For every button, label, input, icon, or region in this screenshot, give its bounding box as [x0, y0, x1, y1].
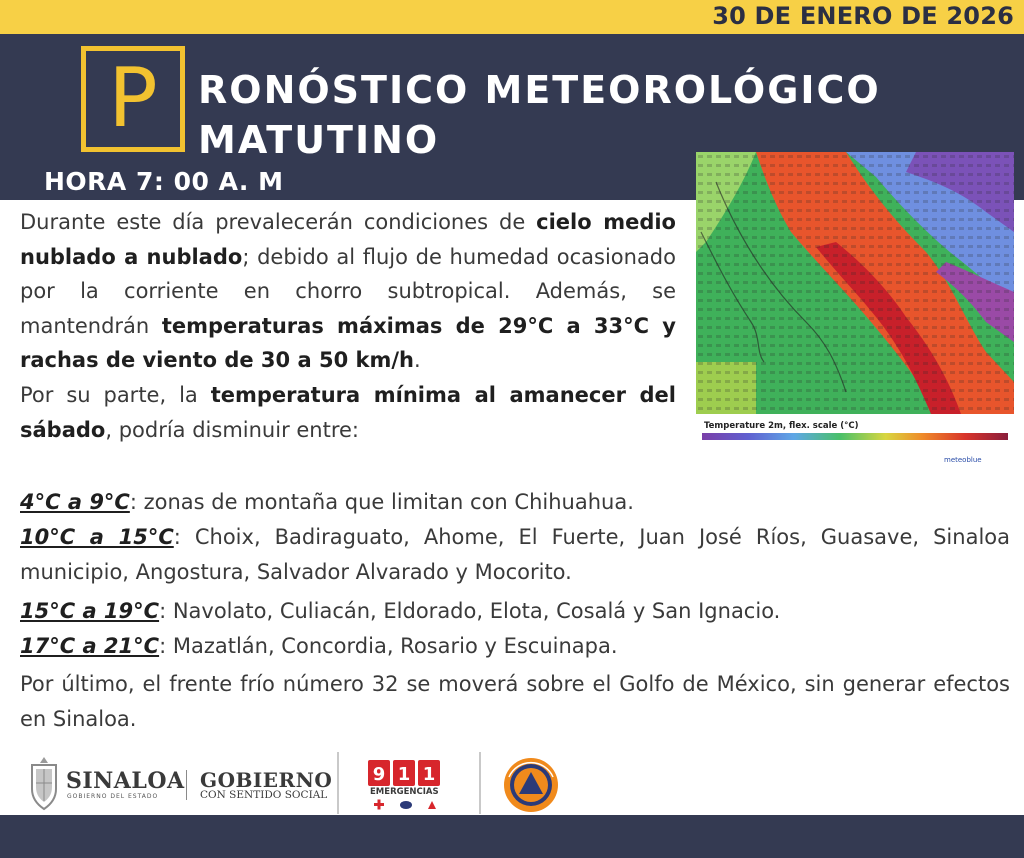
sinaloa-coat-of-arms-icon — [24, 755, 64, 811]
footer-divider-1 — [337, 752, 339, 814]
page-title-line1: RONÓSTICO METEOROLÓGICO — [198, 68, 881, 112]
map-brand: meteoblue — [944, 456, 982, 464]
p2-text-2: , podría disminuir entre: — [105, 417, 360, 442]
forecast-paragraph-2 — [20, 378, 676, 447]
e911-service-icons — [370, 799, 440, 811]
map-legend-title: Temperature 2m, flex. scale (°C) — [704, 421, 859, 431]
date-bar — [0, 0, 1024, 34]
e911-digit-2: 1 — [397, 764, 411, 785]
bulletin-hour: HORA 7: 00 A. M — [44, 167, 284, 196]
range-label: 4°C a 9°C — [20, 490, 130, 514]
p1-bold-2: temperaturas máximas de 29°C a 33°C y rachas de viento de 30 a 50 km/h — [20, 313, 676, 373]
forecast-body — [20, 205, 676, 447]
range-item-4 — [20, 629, 1010, 664]
gobierno-logo-subtext: CON SENTIDO SOCIAL — [200, 789, 328, 801]
p2-bold-1: temperatura mínima al amanecer del sábado — [20, 382, 676, 442]
closing-paragraph: Por último, el frente frío número 32 se moverá sobre el Golfo de México, sin generar efectos en Sinaloa. — [20, 672, 1010, 731]
p1-text-3: . — [413, 348, 421, 373]
range-label: 15°C a 19°C — [20, 599, 160, 623]
e911-subtext: EMERGENCIAS — [370, 787, 439, 797]
drop-cap-box — [81, 46, 185, 152]
range-item-2 — [20, 520, 1010, 589]
map-image — [696, 152, 1014, 466]
bulletin-date: 30 DE ENERO DE 2026 — [712, 2, 1014, 30]
e911-digit-3: 1 — [422, 764, 436, 785]
range-label: 10°C a 15°C — [20, 525, 174, 549]
range-item-3 — [20, 594, 1010, 629]
e911-digit-1: 9 — [372, 764, 386, 785]
range-item-1 — [20, 485, 1010, 520]
page-title-line2: MATUTINO — [198, 118, 440, 162]
gobierno-logo-text: GOBIERNO — [200, 768, 333, 792]
sinaloa-logo-text: SINALOA — [66, 768, 185, 794]
range-text: : Choix, Badiraguato, Ahome, El Fuerte, Juan José Ríos, Guasave, Sinaloa municipio, Angostura, Salvador Alvarado y Mocorito. — [20, 525, 1010, 584]
p2-text-1: Por su parte, la — [20, 382, 211, 407]
range-text: : zonas de montaña que limitan con Chihuahua. — [129, 490, 634, 514]
range-text: : Navolato, Culiacán, Eldorado, Elota, Cosalá y San Ignacio. — [159, 599, 781, 623]
sinaloa-logo-subtext: GOBIERNO DEL ESTADO — [67, 793, 159, 800]
p1-bold-1: cielo medio nublado a nublado — [20, 210, 676, 269]
footer-divider-2 — [479, 752, 481, 814]
p1-text-1: Durante este día prevalecerán condiciones de — [20, 210, 537, 234]
emergencias-911-logo — [368, 760, 440, 786]
p1-text-2: ; debido al flujo de humedad ocasionado por la corriente en chorro subtropical. Además, se mantendrán — [20, 244, 676, 338]
footer-bar — [0, 815, 1024, 858]
logo-divider — [186, 770, 187, 800]
proteccion-civil-logo — [503, 757, 559, 813]
drop-cap-letter: P — [108, 51, 158, 146]
forecast-paragraph-1 — [20, 205, 676, 378]
range-text: : Mazatlán, Concordia, Rosario y Escuinapa. — [159, 634, 618, 658]
temperature-forecast-map — [696, 152, 1014, 466]
range-label: 17°C a 21°C — [20, 634, 160, 658]
